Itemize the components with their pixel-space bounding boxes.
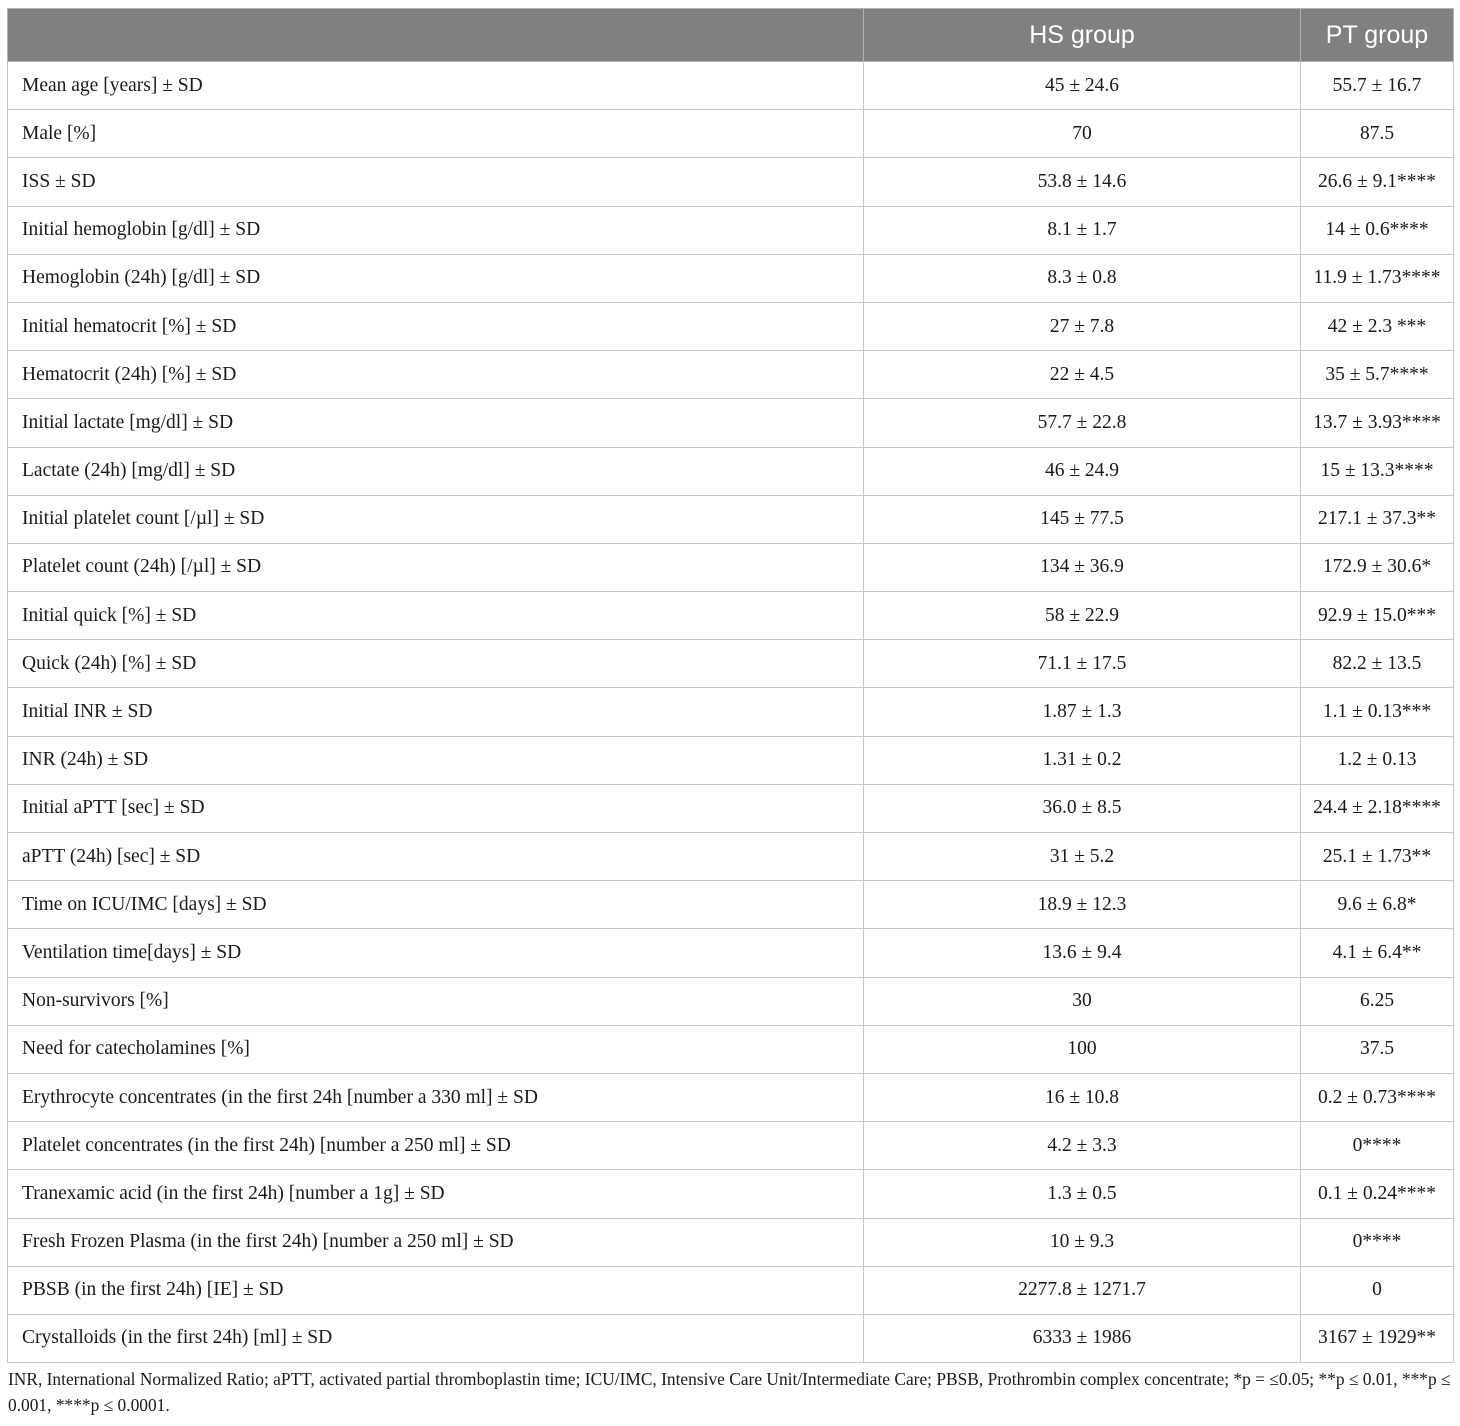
- hs-group-value: 18.9 ± 12.3: [864, 881, 1301, 929]
- table-row: [8, 1025, 1454, 1073]
- hs-group-value: 1.87 ± 1.3: [864, 688, 1301, 736]
- hs-group-value: 46 ± 24.9: [864, 447, 1301, 495]
- row-label: Hematocrit (24h) [%] ± SD: [8, 351, 864, 399]
- table-row: [8, 784, 1454, 832]
- pt-group-value: 82.2 ± 13.5: [1301, 640, 1454, 688]
- hs-group-value: 1.31 ± 0.2: [864, 736, 1301, 784]
- table-footnote: INR, International Normalized Ratio; aPTT, activated partial thromboplastin time; ICU/IMC, Intensive Care Unit/Intermediate Care; PBSB, Prothrombin complex concentrate; *p = ≤0.05; **p ≤ 0.01, ***p ≤ 0.001, ****p ≤ 0.0001.: [8, 1369, 1451, 1415]
- row-label: Fresh Frozen Plasma (in the first 24h) [number a 250 ml] ± SD: [8, 1218, 864, 1266]
- pt-group-value: 24.4 ± 2.18****: [1301, 784, 1454, 832]
- pt-group-value: 172.9 ± 30.6*: [1301, 543, 1454, 591]
- row-label: ISS ± SD: [8, 158, 864, 206]
- table-row: [8, 206, 1454, 254]
- hs-group-value: 45 ± 24.6: [864, 62, 1301, 110]
- comparison-table: [7, 8, 1454, 1363]
- table-row: [8, 447, 1454, 495]
- hs-group-value: 8.1 ± 1.7: [864, 206, 1301, 254]
- pt-group-value: 15 ± 13.3****: [1301, 447, 1454, 495]
- hs-group-value: 16 ± 10.8: [864, 1073, 1301, 1121]
- pt-group-value: 11.9 ± 1.73****: [1301, 254, 1454, 302]
- row-label: Initial lactate [mg/dl] ± SD: [8, 399, 864, 447]
- hs-group-value: 30: [864, 977, 1301, 1025]
- pt-group-value: 0.1 ± 0.24****: [1301, 1170, 1454, 1218]
- row-label: Initial aPTT [sec] ± SD: [8, 784, 864, 832]
- hs-group-value: 22 ± 4.5: [864, 351, 1301, 399]
- table-row: [8, 592, 1454, 640]
- pt-group-value: 0.2 ± 0.73****: [1301, 1073, 1454, 1121]
- pt-group-value: 3167 ± 1929**: [1301, 1314, 1454, 1362]
- row-label: Time on ICU/IMC [days] ± SD: [8, 881, 864, 929]
- table-row: [8, 640, 1454, 688]
- table-row: [8, 399, 1454, 447]
- hs-group-value: 57.7 ± 22.8: [864, 399, 1301, 447]
- pt-group-value: 0****: [1301, 1218, 1454, 1266]
- table-row: [8, 158, 1454, 206]
- pt-group-value: 217.1 ± 37.3**: [1301, 495, 1454, 543]
- table-row: [8, 254, 1454, 302]
- row-label: Lactate (24h) [mg/dl] ± SD: [8, 447, 864, 495]
- table-row: [8, 1073, 1454, 1121]
- pt-group-value: 14 ± 0.6****: [1301, 206, 1454, 254]
- pt-group-value: 92.9 ± 15.0***: [1301, 592, 1454, 640]
- row-label: Platelet concentrates (in the first 24h) [number a 250 ml] ± SD: [8, 1122, 864, 1170]
- header-row: [8, 9, 1454, 62]
- table-row: [8, 1266, 1454, 1314]
- row-label: Platelet count (24h) [/µl] ± SD: [8, 543, 864, 591]
- header-hs-group: HS group: [864, 9, 1301, 62]
- row-label: Initial hemoglobin [g/dl] ± SD: [8, 206, 864, 254]
- table-row: [8, 1218, 1454, 1266]
- hs-group-value: 13.6 ± 9.4: [864, 929, 1301, 977]
- header-label-column: [8, 9, 864, 62]
- table-row: [8, 688, 1454, 736]
- table-row: [8, 833, 1454, 881]
- table-body: [8, 62, 1454, 1363]
- hs-group-value: 58 ± 22.9: [864, 592, 1301, 640]
- table-row: [8, 977, 1454, 1025]
- pt-group-value: 26.6 ± 9.1****: [1301, 158, 1454, 206]
- row-label: Initial platelet count [/µl] ± SD: [8, 495, 864, 543]
- row-label: Hemoglobin (24h) [g/dl] ± SD: [8, 254, 864, 302]
- table-row: [8, 62, 1454, 110]
- hs-group-value: 4.2 ± 3.3: [864, 1122, 1301, 1170]
- row-label: PBSB (in the first 24h) [IE] ± SD: [8, 1266, 864, 1314]
- pt-group-value: 6.25: [1301, 977, 1454, 1025]
- table-row: [8, 929, 1454, 977]
- pt-group-value: 0****: [1301, 1122, 1454, 1170]
- table-row: [8, 495, 1454, 543]
- pt-group-value: 13.7 ± 3.93****: [1301, 399, 1454, 447]
- table-row: [8, 110, 1454, 158]
- hs-group-value: 10 ± 9.3: [864, 1218, 1301, 1266]
- pt-group-value: 9.6 ± 6.8*: [1301, 881, 1454, 929]
- row-label: INR (24h) ± SD: [8, 736, 864, 784]
- pt-group-value: 35 ± 5.7****: [1301, 351, 1454, 399]
- table-row: [8, 1314, 1454, 1362]
- row-label: Erythrocyte concentrates (in the first 24h [number a 330 ml] ± SD: [8, 1073, 864, 1121]
- row-label: Ventilation time[days] ± SD: [8, 929, 864, 977]
- table-row: [8, 302, 1454, 350]
- row-label: Initial quick [%] ± SD: [8, 592, 864, 640]
- pt-group-value: 25.1 ± 1.73**: [1301, 833, 1454, 881]
- pt-group-value: 0: [1301, 1266, 1454, 1314]
- row-label: Mean age [years] ± SD: [8, 62, 864, 110]
- pt-group-value: 4.1 ± 6.4**: [1301, 929, 1454, 977]
- table-row: [8, 736, 1454, 784]
- pt-group-value: 1.1 ± 0.13***: [1301, 688, 1454, 736]
- header-pt-group: PT group: [1301, 9, 1454, 62]
- row-label: Non-survivors [%]: [8, 977, 864, 1025]
- hs-group-value: 31 ± 5.2: [864, 833, 1301, 881]
- hs-group-value: 36.0 ± 8.5: [864, 784, 1301, 832]
- table-row: [8, 351, 1454, 399]
- hs-group-value: 134 ± 36.9: [864, 543, 1301, 591]
- row-label: Tranexamic acid (in the first 24h) [number a 1g] ± SD: [8, 1170, 864, 1218]
- hs-group-value: 2277.8 ± 1271.7: [864, 1266, 1301, 1314]
- pt-group-value: 55.7 ± 16.7: [1301, 62, 1454, 110]
- hs-group-value: 145 ± 77.5: [864, 495, 1301, 543]
- row-label: Initial hematocrit [%] ± SD: [8, 302, 864, 350]
- row-label: aPTT (24h) [sec] ± SD: [8, 833, 864, 881]
- table-row: [8, 881, 1454, 929]
- pt-group-value: 42 ± 2.3 ***: [1301, 302, 1454, 350]
- hs-group-value: 100: [864, 1025, 1301, 1073]
- row-label: Need for catecholamines [%]: [8, 1025, 864, 1073]
- pt-group-value: 1.2 ± 0.13: [1301, 736, 1454, 784]
- hs-group-value: 8.3 ± 0.8: [864, 254, 1301, 302]
- hs-group-value: 6333 ± 1986: [864, 1314, 1301, 1362]
- hs-group-value: 71.1 ± 17.5: [864, 640, 1301, 688]
- table-row: [8, 543, 1454, 591]
- hs-group-value: 27 ± 7.8: [864, 302, 1301, 350]
- row-label: Initial INR ± SD: [8, 688, 864, 736]
- row-label: Crystalloids (in the first 24h) [ml] ± SD: [8, 1314, 864, 1362]
- pt-group-value: 37.5: [1301, 1025, 1454, 1073]
- table-row: [8, 1170, 1454, 1218]
- table-header: [8, 9, 1454, 62]
- hs-group-value: 70: [864, 110, 1301, 158]
- table-row: [8, 1122, 1454, 1170]
- hs-group-value: 53.8 ± 14.6: [864, 158, 1301, 206]
- hs-group-value: 1.3 ± 0.5: [864, 1170, 1301, 1218]
- row-label: Quick (24h) [%] ± SD: [8, 640, 864, 688]
- pt-group-value: 87.5: [1301, 110, 1454, 158]
- row-label: Male [%]: [8, 110, 864, 158]
